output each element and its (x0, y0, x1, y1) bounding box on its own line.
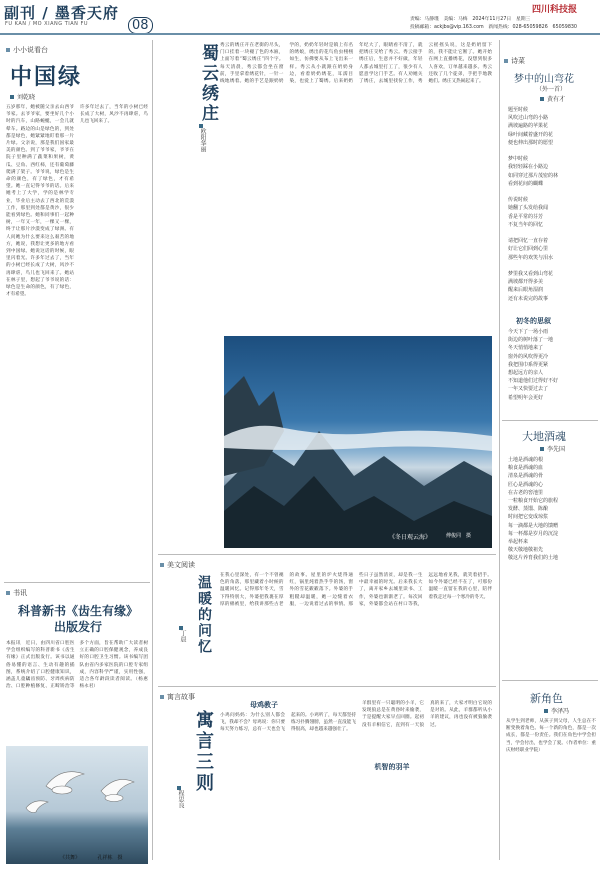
article-author: 刘乾晓 (10, 92, 35, 101)
poem-line: 便也伸出那时的愿望 (508, 139, 554, 146)
fable-subtitle: 机智的羽羊 (374, 763, 410, 771)
poem-line: 在古老的窖池里 (508, 489, 544, 496)
article-body-cont: 许多年过去了，当年的小树已经长成了大树，风沙不再肆虐，鸟儿也飞回来了。 (80, 105, 148, 125)
article-title: 蜀云绣庄 (198, 44, 218, 124)
photo-caption: 《共舞》 孔祥栋 摄 (60, 855, 123, 861)
poem-line: 今天下了一场小雨 (508, 329, 549, 335)
poem-line: 粮食是酒魂的血 (508, 465, 544, 472)
paper-name: 四川科技报 (532, 5, 578, 15)
poem-line: 一粒粮食开始它的旅程 (508, 498, 559, 505)
section-rule (502, 420, 598, 421)
poem-line: 绿叶间藏着盛开的花 (508, 131, 554, 138)
poem-line: 我轻轻踩在小路边 (508, 164, 549, 171)
poem-line: 敬这片养育我们的土地 (508, 555, 559, 562)
column-label: 诗菜 (504, 56, 525, 66)
poem-line: 敬天敬地敬祖先 (508, 547, 544, 554)
poem-line: 土地是酒魂的根 (508, 457, 544, 463)
poem-line: 窗外的风吹得更冷 (508, 353, 549, 360)
poem-title: 梦中的山弯花 (514, 74, 574, 85)
article-author: 欧阳华丽 (198, 124, 207, 152)
fable-body: 小鸡问妈妈：为什么别人都会飞，我却不会？母鸡说：你只要每天努力练习，总有一天也会飞起来的。小鸡听了，每天都坚持练习扑腾翅膀，虽然一直没能飞得很高，却也越来越强壮了。 (220, 713, 356, 733)
poem-line: 我把围巾系得更紧 (508, 361, 549, 368)
poem-title: 新角色 (530, 692, 563, 705)
article-body: 从学生到老师，从孩子到父母，人生总在不断变换着角色。每一个新的角色，都是一次成长，都是一份责任。我们在角色中学会担当，学会付出，也学会了爱。（作者单位：重庆财经职业学院） (506, 719, 596, 753)
column-rule (499, 40, 500, 860)
poem-line: 举起杯来 (508, 539, 529, 546)
fable-body: 羊群里有一只聪明的小羊，它发现狼总是在黄昏时来偷袭，于是提醒大家早点回圈。起初没有羊相信它，直到有一天狼真的来了，大家才明白它说的是对的。从此，羊群都听从小羊的建议，再也没有被狼偷袭过。 (362, 701, 492, 728)
article-author: 丁晨 (178, 626, 187, 642)
article-body: 五岁那年，她被随父亲去山西爷爷家。去爷爷家，要坐好几个小时的汽车，山路蜿蜒，一会儿就晕车。路边的山是绿色的，到处都是绿色，她紧紧地盯着那一片片绿。父亲说，那是我们国家最美的颜色。到了爷爷家，爷爷在院子里种满了蔬菜和果树，黄瓜、豆角、西红柿，还有葡萄藤爬满了架子。爷爷说，绿色是生命的颜色，有了绿色，才有希望。她一直记得爷爷的话。后来她考上了大学，学的是林学专业，毕业后主动去了西北的荒漠工作，那里到处都是黄沙，很少能看到绿色。她和同事们一起种树，一年又一年，一棵又一棵，终于让那片沙漠变成了绿洲。有人问她为什么要来这么艰苦的地方，她说，我想让更多的地方看到中国绿。她说这话的时候，眼里闪着光。许多年过去了，当年的小树已经长成了大树，风沙不再肆虐，鸟儿也飞回来了。她站在林子里，想起了爷爷说的话：绿色是生命的颜色，有了绿色，才有希望。 (6, 105, 74, 298)
poem-line: 街边的树叶落了一地 (508, 337, 554, 344)
poem-lines (508, 106, 596, 303)
poem-line: 请把回忆一直存着 (508, 238, 549, 245)
poem-line: 传说时候 (508, 197, 529, 204)
poem-lines (508, 328, 596, 402)
poem-line: 每一滴都是大地的馈赠 (508, 522, 559, 529)
poem-lines (508, 456, 596, 563)
poem-line: 满坡遍路的苹果花 (508, 123, 549, 130)
poem-line: 看到花间的蝴蝶 (508, 180, 544, 187)
poem-line: 满坡都开得多美 (508, 279, 544, 286)
column-label: 书讯 (6, 588, 27, 598)
poem-line (508, 229, 596, 237)
poem-line: 还有未说完的故事 (508, 295, 549, 302)
column-label: 美文阅读 (160, 560, 195, 570)
section-rule (158, 686, 496, 687)
poem-line: 想起远方的亲人 (508, 370, 544, 377)
poem-line: 不复当年的回忆 (508, 221, 544, 228)
poem-line: 题至时候 (508, 107, 529, 113)
poem-line: 清泉是酒魂的骨 (508, 473, 544, 480)
photo-credit: 傅俊同 摄 (446, 533, 472, 539)
masthead-rule (0, 33, 600, 35)
poem-line: 梦里我又看到山弯花 (508, 271, 554, 278)
poem-line: 风吹过山弯的小路 (508, 115, 549, 122)
poem-line: 希望明年会更好 (508, 394, 544, 401)
contact-line: 投稿邮箱：ackjbs@vip.163.com 新闻热线：028-65059826 65059830 (410, 25, 577, 30)
poem-author: 黄有才 (540, 94, 565, 103)
section-rule (158, 554, 496, 555)
column-label: 小小说看台 (6, 45, 48, 55)
poem-title: 大地酒魂 (522, 430, 566, 443)
poem-line: 那些年的欢笑与泪水 (508, 254, 554, 261)
poem-line: 如同穿过那片茂密的林 (508, 172, 559, 179)
fable-subtitle: 母鸡教子 (250, 701, 278, 709)
article-title: 中国绿 (10, 65, 83, 90)
news-body: 本报讯 近日，由四川省口腔医学会组织编写的科普新书《齿生有缘》正式出版发行。该书以通俗易懂的语言、生动有趣的插图，系统介绍了口腔健康知识，涵盖儿童龋齿预防、牙周疾病防治、口腔种植修复、正畸矫治等多个方面，旨在帮助广大读者树立正确的口腔保健观念，养成良好的口腔卫生习惯。该书编写团队由省内多家医院的口腔专家组成，内容科学严谨，实用性强，适合各年龄段读者阅读。（杨惠 杨永君） (6, 641, 153, 690)
poem-subtitle: （外一首） (536, 86, 567, 93)
poem-line: 梦中时候 (508, 156, 529, 163)
poem-line: 发酵、蒸馏、陈酿 (508, 506, 549, 513)
poem-title: 初冬的思叙 (516, 317, 551, 325)
poem-line: 醒来后眼角湿润 (508, 287, 544, 294)
poem-line: 不知道他们过得好不好 (508, 378, 559, 385)
poem-author: 李先国 (540, 444, 565, 453)
birds-photo (6, 746, 148, 864)
poem-line: 冬天悄悄地来了 (508, 345, 544, 352)
editor-line: 责编：马静瑾 美编：马梅 2024年11月27日 星期三 (410, 17, 531, 22)
article-body: 秀云的绣庄开在老街的尽头，门口挂着一块褪了色的木匾，上面写着“蜀云绣庄”四个字。每天清晨，秀云都会坐在窗前，手里拿着绣花针，一针一线地绣着。她的手艺是跟奶奶学的，奶奶年轻时是镇上有名的绣娘，绣出的花鸟鱼虫栩栩如生，仿佛要从布上飞出来一样。秀云从小就跟在奶奶身边，看着奶奶绣花，耳濡目染，也爱上了蜀绣。后来奶奶年纪大了，眼睛看不清了，就把绣庄交给了秀云。秀云接手绣庄后，生意并不好做，年轻人都去城里打工了，很少有人愿意学这门手艺。有人劝她关了绣庄，去城里找份工作，秀云摇摇头说，这是奶奶留下的，我不能让它断了。她开始在网上直播绣花，没想到很多人喜欢，订单越来越多。秀云还收了几个徒弟，手把手地教她们。绣庄又热闹起来了。 (220, 43, 492, 85)
poem-line: 好让它们回到心里 (508, 246, 549, 253)
poem-line (508, 188, 596, 196)
poem-line: 时间把它变成琼浆 (508, 514, 549, 521)
article-body: 在我心里深处，有一个不曾褪色的角落，那里藏着小时候的温暖回忆。记得那年冬天，雪下得特别大，外婆把我裹在厚厚的棉被里，给我讲那些古老的故事。屋里的炉火烧得通红，锅里炖着热乎乎的汤，窗外的雪花簌簌落下。外婆的手粗糙却温暖，她一边缝着衣服，一边说着过去的事情。那些日子虽然清贫，却是我一生中最幸福的时光。后来我长大了，离开家乡去城里读书、工作，外婆也渐渐老了。每次回家，外婆都会站在村口等我，远远地看见我，就笑着招手。如今外婆已经不在了，可那份温暖一直留在我的心里，陪伴着我走过每一个寒冷的冬天。 (220, 573, 492, 607)
poem-line: 她翻了头发给我闻 (508, 205, 549, 212)
section-pinyin: FU KAN / MO XIANG TIAN FU (5, 21, 89, 27)
section-rule (4, 582, 150, 583)
landscape-photo (224, 336, 492, 548)
poem-line: 香是平常的芬芳 (508, 213, 544, 220)
section-title: 副刊 / 墨香天府 (4, 4, 119, 22)
poem-line: 匠心是酒魂的心 (508, 481, 544, 488)
page-number: 08 (128, 17, 153, 34)
poem-line (508, 147, 596, 155)
masthead (0, 0, 600, 36)
poem-author: 李泽冯 (544, 706, 569, 715)
photo-caption: 《冬日观云海》 (389, 534, 432, 541)
poem-line: 一年又快要过去了 (508, 386, 549, 393)
mountain-illustration (224, 336, 492, 548)
column-rule (152, 40, 153, 860)
birds-illustration (6, 746, 148, 864)
poem-line (508, 262, 596, 270)
article-title: 寓言三则 (193, 710, 214, 794)
article-author: 程思良 (176, 786, 185, 808)
article-title: 温暖的问忆 (196, 575, 212, 655)
section-rule (502, 680, 598, 681)
news-title: 科普新书《齿生有缘》出版发行 (17, 604, 138, 634)
column-label: 寓言故事 (160, 692, 195, 702)
poem-line: 每一杯都是岁月的沉淀 (508, 530, 559, 537)
